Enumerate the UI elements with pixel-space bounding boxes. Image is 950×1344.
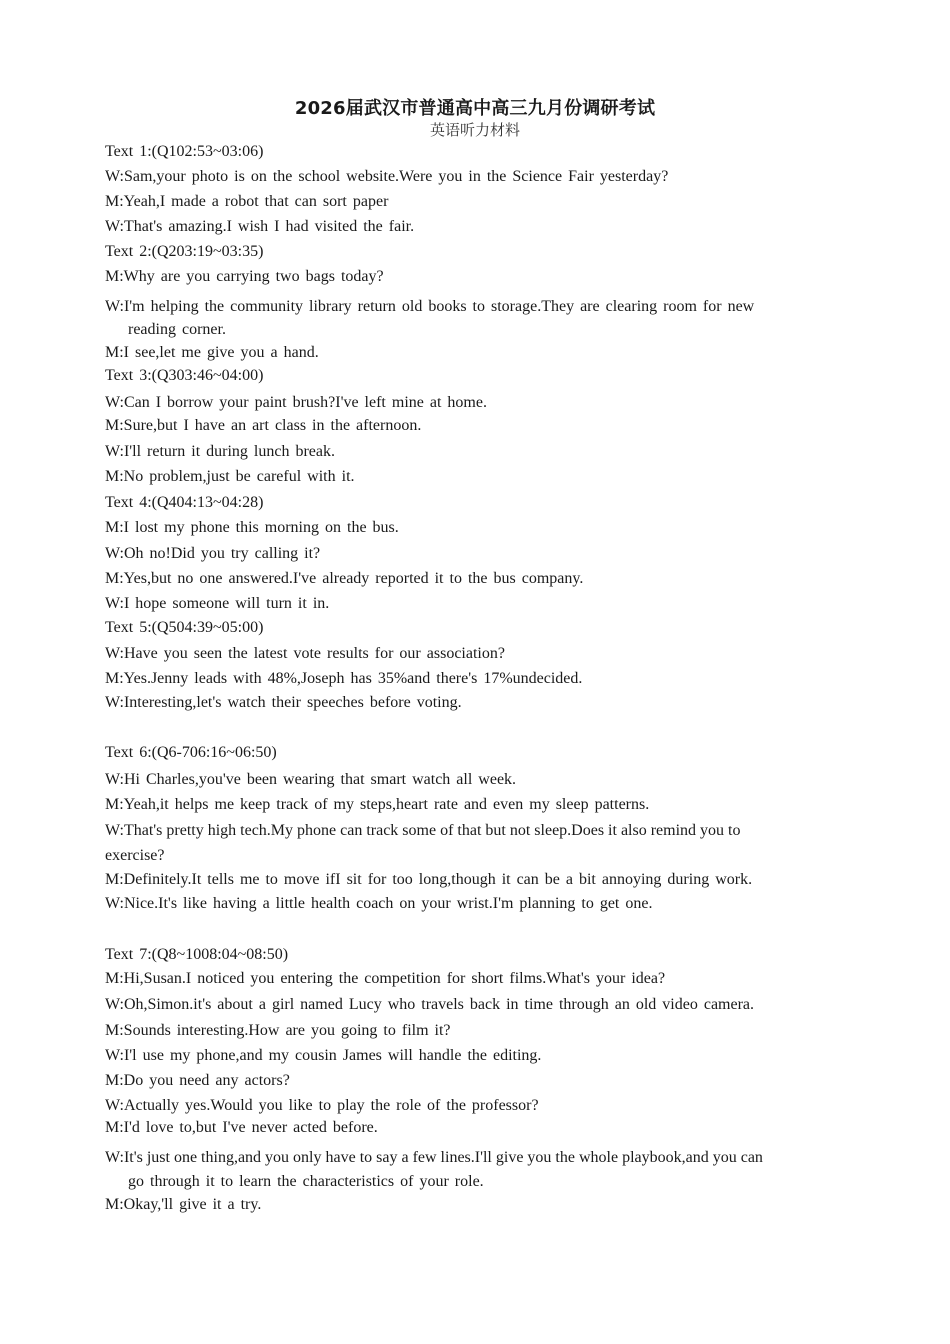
dialogue-line: M:Do you need any actors? [105, 1072, 290, 1089]
dialogue-line: W:Actually yes.Would you like to play the role of the professor? [105, 1097, 539, 1114]
text-heading: Text 3:(Q303:46~04:00) [105, 367, 264, 384]
continuation-text: go through it to learn the characteristics of your role. [128, 1173, 484, 1190]
dialogue-line: M:I'd love to,but I've never acted before. [105, 1119, 378, 1136]
dialogue-line: M:I see,let me give you a hand. [105, 344, 319, 361]
dialogue-line: M:Hi,Susan.I noticed you entering the competition for short films.What's your idea? [105, 970, 666, 987]
dialogue-line: M:Sure,but I have an art class in the afternoon. [105, 417, 422, 434]
continuation-text: reading corner. [128, 321, 226, 338]
dialogue-line: W:That's pretty high tech.My phone can track some of that but not sleep.Does it also remind you to [105, 822, 741, 839]
dialogue-line: W:I'l use my phone,and my cousin James will handle the editing. [105, 1047, 542, 1064]
dialogue-line: M:Yes.Jenny leads with 48%,Joseph has 35%and there's 17%undecided. [105, 670, 583, 687]
dialogue-line: M:Yeah,I made a robot that can sort paper [105, 193, 389, 210]
dialogue-line: M:Okay,'ll give it a try. [105, 1196, 262, 1213]
text-heading: Text 2:(Q203:19~03:35) [105, 243, 264, 260]
dialogue-line: M:Definitely.It tells me to move ifI sit for too long,though it can be a bit annoying during work. [105, 871, 753, 888]
dialogue-line: M:Yes,but no one answered.I've already reported it to the bus company. [105, 570, 584, 587]
dialogue-line: W:Can I borrow your paint brush?I've left mine at home. [105, 394, 487, 411]
dialogue-line: W:Have you seen the latest vote results for our association? [105, 645, 505, 662]
dialogue-line: W:Oh no!Did you try calling it? [105, 545, 321, 562]
dialogue-line: W:It's just one thing,and you only have to say a few lines.I'll give you the whole playbook,and you can [105, 1149, 763, 1166]
dialogue-line: M:Yeah,it helps me keep track of my steps,heart rate and even my sleep patterns. [105, 796, 650, 813]
dialogue-line: M:Sounds interesting.How are you going to film it? [105, 1022, 451, 1039]
dialogue-line: W:That's amazing.I wish I had visited the fair. [105, 218, 415, 235]
dialogue-line: W:Nice.It's like having a little health coach on your wrist.I'm planning to get one. [105, 895, 653, 912]
dialogue-line: W:Oh,Simon.it's about a girl named Lucy who travels back in time through an old video camera. [105, 996, 755, 1013]
document-subtitle: 英语听力材料 [429, 121, 520, 139]
dialogue-line: M:I lost my phone this morning on the bus. [105, 519, 399, 536]
dialogue-line: W:I'm helping the community library return old books to storage.They are clearing room for new [105, 298, 755, 315]
text-heading: Text 5:(Q504:39~05:00) [105, 619, 264, 636]
text-heading: Text 4:(Q404:13~04:28) [105, 494, 264, 511]
dialogue-line: W:Sam,your photo is on the school website.Were you in the Science Fair yesterday? [105, 168, 669, 185]
dialogue-line: W:Hi Charles,you've been wearing that smart watch all week. [105, 771, 517, 788]
text-heading: Text 6:(Q6-706:16~06:50) [105, 744, 277, 761]
dialogue-line-continuation [105, 319, 850, 341]
dialogue-line: W:I'll return it during lunch break. [105, 443, 335, 460]
dialogue-line: W:I hope someone will turn it in. [105, 595, 330, 612]
dialogue-line: W:Interesting,let's watch their speeches before voting. [105, 694, 462, 711]
dialogue-line: M:No problem,just be careful with it. [105, 468, 355, 485]
dialogue-line-continuation: exercise? [105, 847, 165, 864]
document-title: 2026届武汉市普通高中高三九月份调研考试 [294, 98, 656, 119]
dialogue-line: M:Why are you carrying two bags today? [105, 268, 384, 285]
text-heading: Text 7:(Q8~1008:04~08:50) [105, 946, 289, 963]
dialogue-line-continuation [105, 1171, 850, 1193]
text-heading: Text 1:(Q102:53~03:06) [105, 143, 264, 160]
